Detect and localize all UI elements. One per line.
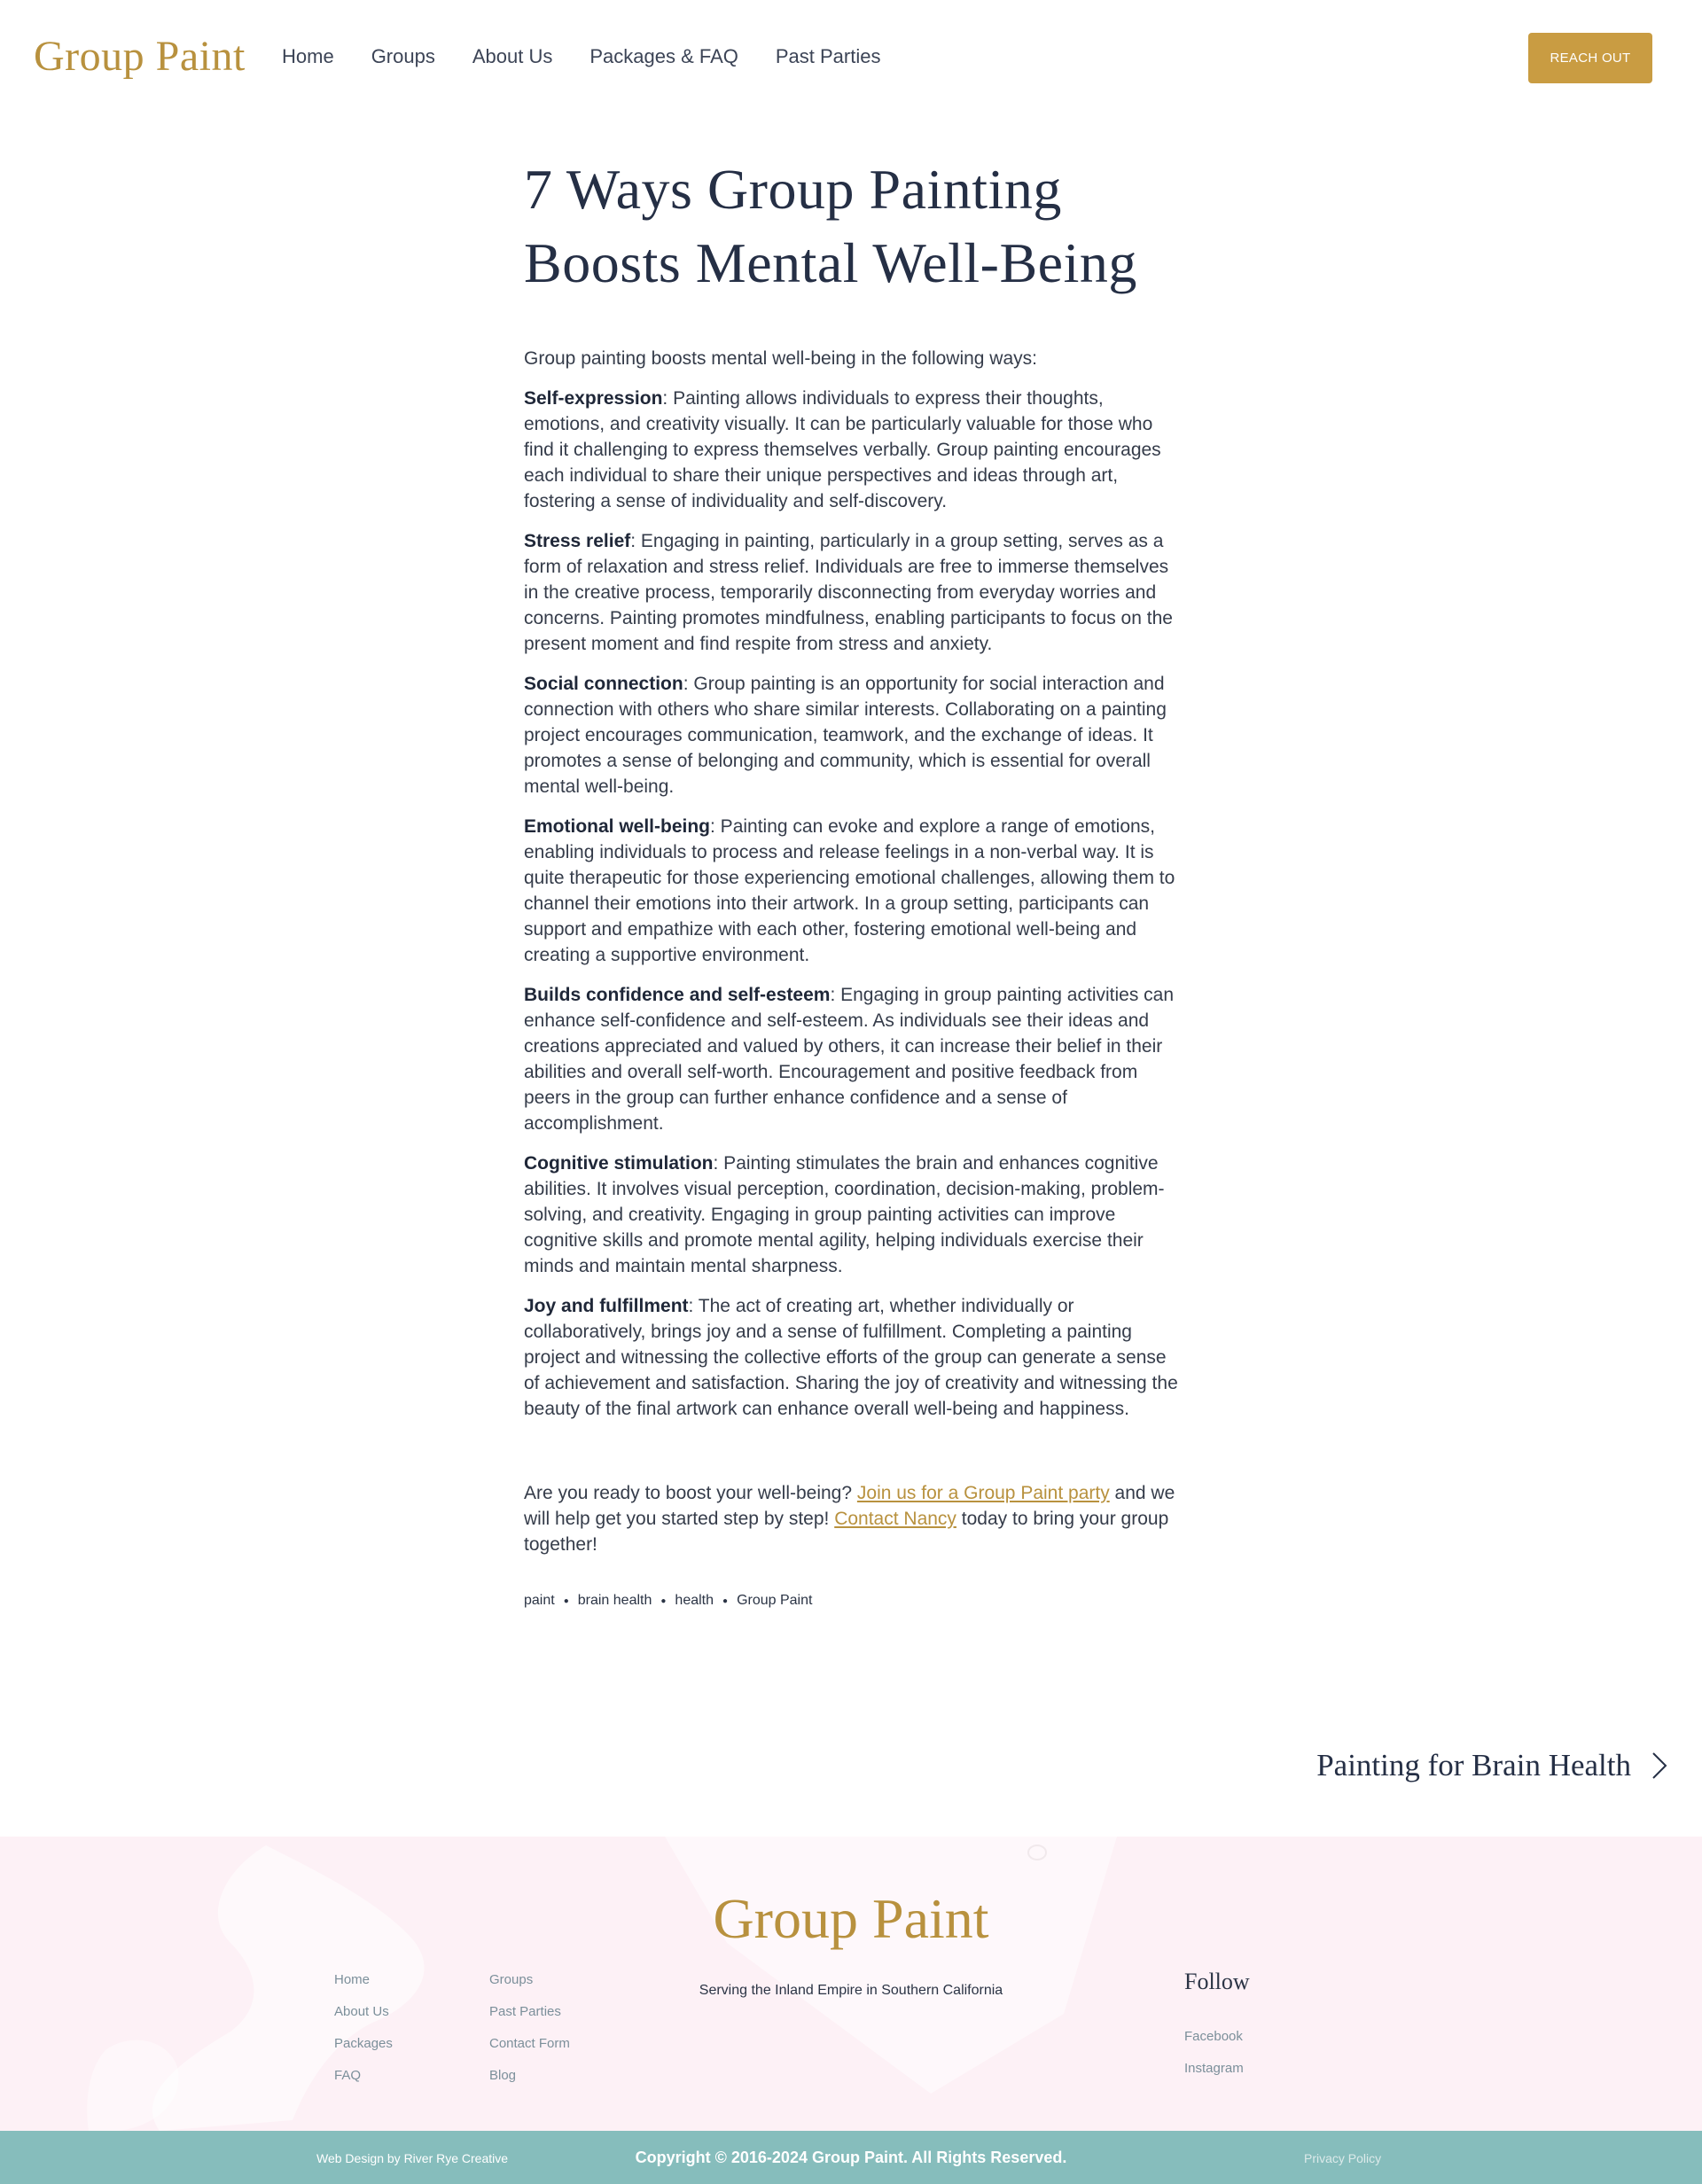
- article-intro: Group painting boosts mental well-being in the following ways:: [524, 348, 1037, 369]
- blog-article: [524, 152, 1182, 1609]
- chevron-right-icon: [1651, 1751, 1668, 1780]
- benefit-text: : Engaging in group painting activities can enhance self-confidence and self-esteem. As individuals see their ideas and creations appreciated and valued by others, it can increase their belief in their abilities and overall self-worth. Encouragement and positive feedback from peers in the group can further enhance confidence and a sense of accomplishment.: [524, 985, 1175, 1134]
- site-logo[interactable]: Group Paint: [34, 33, 246, 80]
- benefit-paragraph: [524, 671, 1182, 800]
- privacy-policy-link[interactable]: Privacy Policy: [1304, 2151, 1382, 2165]
- footer-link-blog[interactable]: Blog: [489, 2068, 517, 2083]
- benefit-term: Joy and fulfillment: [524, 1296, 689, 1316]
- web-design-credit-link[interactable]: Web Design by River Rye Creative: [316, 2151, 509, 2165]
- benefit-term: Builds confidence and self-esteem: [524, 985, 831, 1005]
- benefit-paragraph: [524, 386, 1182, 514]
- tag-separator: ●: [563, 1595, 569, 1606]
- tag-separator: ●: [660, 1595, 667, 1606]
- copyright-text: Copyright © 2016-2024 Group Paint. All Rights Reserved.: [635, 2149, 1067, 2166]
- site-header: [0, 0, 1702, 117]
- footer-link-contact-form[interactable]: Contact Form: [489, 2036, 570, 2051]
- benefit-term: Emotional well-being: [524, 816, 711, 837]
- instagram-link[interactable]: Instagram: [1184, 2061, 1244, 2076]
- tag-link[interactable]: paint: [524, 1593, 555, 1608]
- benefit-text: : Group painting is an opportunity for social interaction and connection with others who share similar interests. Collaborating on a painting project encourages communication, teamwork, and the exchange of ideas. It promotes a sense of belonging and community, which is essential for overall mental well-being.: [524, 674, 1167, 797]
- reach-out-button[interactable]: REACH OUT: [1528, 33, 1652, 83]
- article-body: [524, 346, 1182, 1557]
- cta-text-post: today to bring your group together!: [524, 1509, 1169, 1555]
- benefit-paragraph: [524, 982, 1182, 1136]
- copyright-bar: [0, 2131, 1702, 2184]
- benefit-text: : Painting stimulates the brain and enhances cognitive abilities. It involves visual perception, coordination, decision-making, problem-solving, and creativity. Engaging in group painting activities can improve cognitive skills and promote mental agility, helping individuals exercise their minds and maintain mental sharpness.: [524, 1153, 1165, 1276]
- benefit-paragraph: [524, 528, 1182, 657]
- cta-text-pre: Are you ready to boost your well-being?: [524, 1483, 857, 1503]
- benefit-term: Stress relief: [524, 531, 631, 551]
- footer-tagline: Serving the Inland Empire in Southern California: [699, 1983, 1003, 1998]
- benefit-text: : The act of creating art, whether individually or collaboratively, brings joy and a sense of fulfillment. Completing a painting project and witnessing the collective efforts of the group can generate a sense of achievement and satisfaction. Sharing the joy of creativity and witnessing the beauty of the final artwork can enhance overall well-being and happiness.: [524, 1296, 1178, 1419]
- nav-past-parties[interactable]: Past Parties: [775, 45, 881, 67]
- page-title: [524, 152, 1182, 300]
- benefit-term: Cognitive stimulation: [524, 1153, 714, 1174]
- next-post-title: Painting for Brain Health: [1316, 1748, 1631, 1782]
- footer-link-home[interactable]: Home: [334, 1972, 371, 1987]
- join-party-link[interactable]: Join us for a Group Paint party: [856, 1483, 1110, 1503]
- benefit-paragraph: [524, 1150, 1182, 1279]
- benefit-term: Social connection: [524, 674, 683, 694]
- tag-separator: ●: [722, 1595, 729, 1606]
- social-links: [1184, 2028, 1244, 2092]
- benefit-text: : Painting allows individuals to express their thoughts, emotions, and creativity visually. It can be particularly valuable for those who find it challenging to express themselves verbally. Group painting encourages each individual to share their unique perspectives and ideas through art, fostering a sense of individuality and self-discovery.: [524, 388, 1161, 511]
- benefit-term: Self-expression: [524, 388, 663, 409]
- post-tags: [524, 1593, 1182, 1609]
- footer-link-past-parties[interactable]: Past Parties: [489, 2004, 561, 2019]
- benefit-text: : Painting can evoke and explore a range of emotions, enabling individuals to process and release feelings in a non-verbal way. It is quite therapeutic for those experiencing emotional challenges, allowing them to channel their emotions into their artwork. In a group setting, participants can support and empathize with each other, fostering emotional well-being and creating a supportive environment.: [524, 816, 1175, 965]
- page-title-line-1: 7 Ways Group Painting: [524, 158, 1062, 221]
- follow-heading: Follow: [1184, 1969, 1250, 1994]
- tag-link[interactable]: Group Paint: [737, 1593, 813, 1608]
- facebook-link[interactable]: Facebook: [1184, 2029, 1243, 2044]
- footer-link-packages[interactable]: Packages: [334, 2036, 393, 2051]
- cta-text-mid: and we will help get you started step by step!: [524, 1483, 1175, 1529]
- footer-link-groups[interactable]: Groups: [489, 1972, 534, 1987]
- footer-link-faq[interactable]: FAQ: [334, 2068, 362, 2083]
- tag-link[interactable]: brain health: [577, 1593, 652, 1608]
- nav-about-us[interactable]: About Us: [472, 45, 553, 67]
- call-to-action: [524, 1480, 1182, 1557]
- benefit-paragraph: [524, 1293, 1182, 1422]
- next-post-link[interactable]: [1316, 1748, 1668, 1783]
- benefit-text: : Engaging in painting, particularly in a group setting, serves as a form of relaxation and stress relief. Individuals are free to immerse themselves in the creative process, temporarily disconnecting from everyday worries and concerns. Painting promotes mindfulness, enabling participants to focus on the present moment and find respite from stress and anxiety.: [524, 531, 1173, 654]
- benefit-paragraph: [524, 814, 1182, 968]
- tag-link[interactable]: health: [675, 1593, 714, 1608]
- page-title-line-2: Boosts Mental Well-Being: [524, 231, 1137, 294]
- nav-groups[interactable]: Groups: [371, 45, 435, 67]
- nav-packages-faq[interactable]: Packages & FAQ: [589, 45, 738, 67]
- main-nav: [282, 45, 880, 68]
- nav-home[interactable]: Home: [282, 45, 334, 67]
- contact-nancy-link[interactable]: Contact Nancy: [834, 1509, 956, 1529]
- footer-logo[interactable]: Group Paint: [713, 1887, 989, 1950]
- footer-link-about-us[interactable]: About Us: [334, 2004, 389, 2019]
